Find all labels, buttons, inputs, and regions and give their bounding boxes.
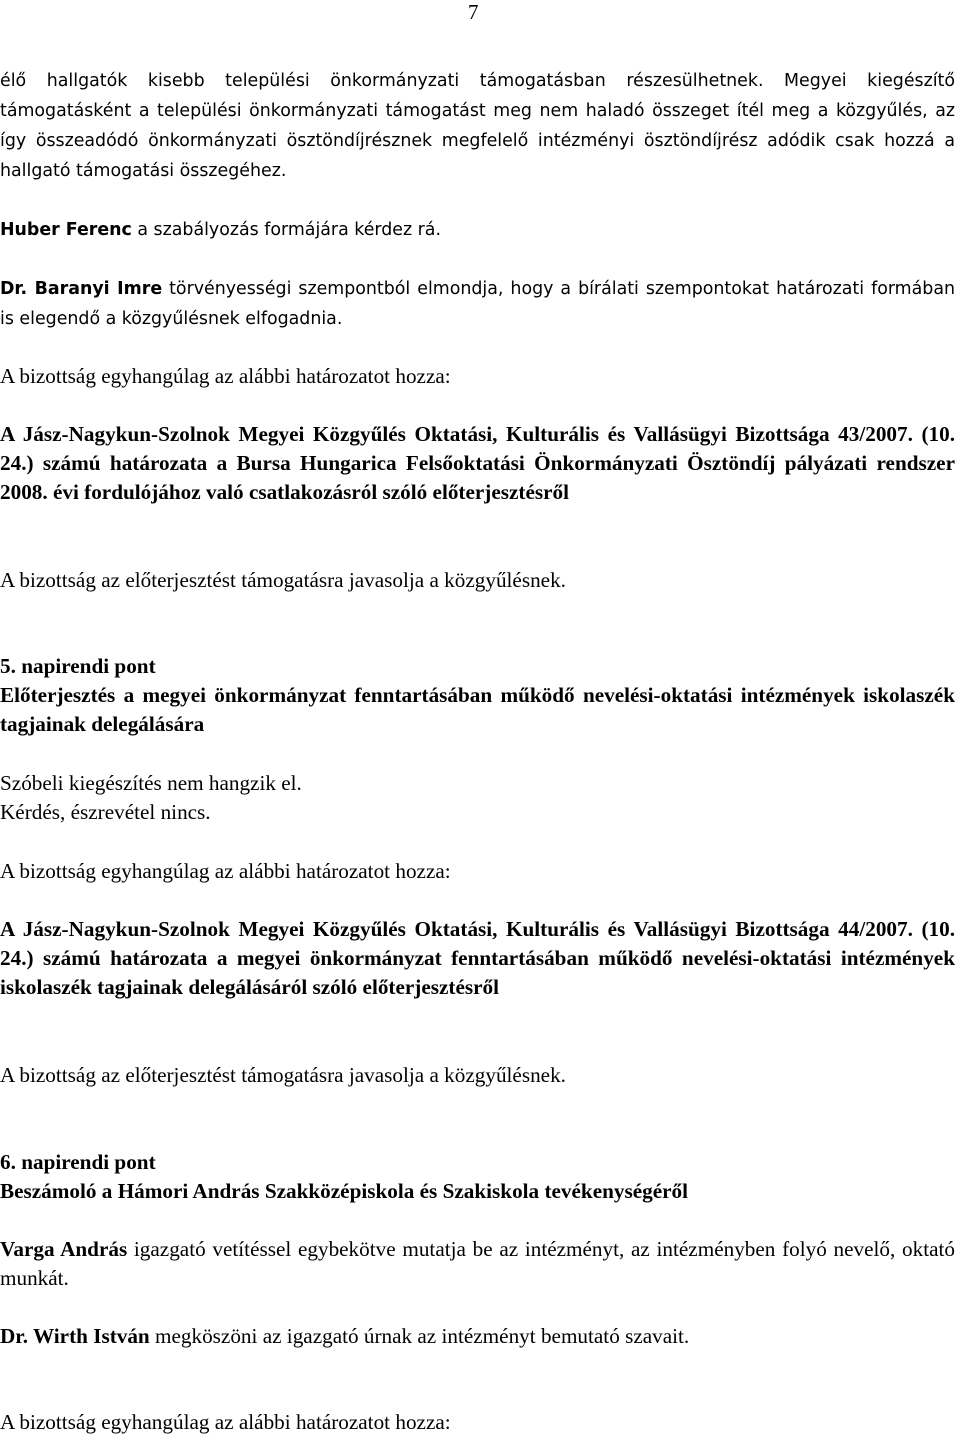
paragraph-scholarship-support: élő hallgatók kisebb települési önkormányzati támogatásban részesülhetnek. Megyei kiegészítő támogatásként a települési önkormányzati támogatást meg nem haladó összeget ítél meg a közgyűlés, az így összeadódó önkormányzati ösztöndíjrésznek megfelelő intézményi ösztöndíjrész adódik csak hozzá a hallgató támogatási összegéhez. [0,71,955,181]
paragraph-resolution-intro: A bizottság egyhangúlag az alábbi határozatot hozza: [0,364,451,388]
resolution-43-2007-title: A Jász-Nagykun-Szolnok Megyei Közgyűlés Oktatási, Kulturális és Vallásügyi Bizottsága 43/2007. (10. 24.) számú határozata a Bursa Hungarica Felsőoktatási Önkormányzati Ösztöndíj pályázati rendszer 2008. évi fordulójához való csatlakozásról szóló előterjesztésről [0,422,955,504]
paragraph-baranyi-opinion [0,274,955,334]
agenda-item-5-title: Előterjesztés a megyei önkormányzat fenntartásában működő nevelési-oktatási intézmények iskolaszék tagjainak delegálására [0,683,955,736]
speaker-name: Dr. Baranyi Imre [0,279,163,299]
paragraph-committee-recommendation: A bizottság az előterjesztést támogatásra javasolja a közgyűlésnek. [0,568,566,592]
page-number: 7 [468,0,479,24]
speaker-name: Varga András [0,1237,128,1261]
paragraph-text: törvényességi szempontból elmondja, hogy a bírálati szempontokat határozati formában is elegendő a közgyűlésnek elfogadnia. [0,279,955,329]
paragraph-committee-recommendation: A bizottság az előterjesztést támogatásra javasolja a közgyűlésnek. [0,1063,566,1087]
paragraph-resolution-intro: A bizottság egyhangúlag az alábbi határozatot hozza: [0,1410,451,1434]
paragraph-line: Kérdés, észrevétel nincs. [0,800,211,824]
paragraph-text: megköszöni az igazgató úrnak az intézményt bemutató szavait. [149,1324,690,1348]
paragraph-resolution-intro: A bizottság egyhangúlag az alábbi határozatot hozza: [0,859,451,883]
paragraph-text: a szabályozás formájára kérdez rá. [131,220,441,240]
paragraph-no-supplement [0,769,955,827]
agenda-item-6-title: Beszámoló a Hámori András Szakközépiskola és Szakiskola tevékenységéről [0,1179,689,1203]
resolution-44-2007-title: A Jász-Nagykun-Szolnok Megyei Közgyűlés Oktatási, Kulturális és Vallásügyi Bizottsága 44/2007. (10. 24.) számú határozata a megyei önkormányzat fenntartásában működő nevelési-oktatási intézmények iskolaszék tagjainak delegálásáról szóló előterjesztésről [0,917,955,999]
paragraph-text: igazgató vetítéssel egybekötve mutatja be az intézményt, az intézményben folyó nevelő, oktató munkát. [0,1237,955,1290]
agenda-item-5-heading: 5. napirendi pont [0,654,156,678]
paragraph-huber-question [0,215,955,245]
speaker-name: Huber Ferenc [0,220,132,240]
paragraph-line: Szóbeli kiegészítés nem hangzik el. [0,771,302,795]
agenda-item-6-heading: 6. napirendi pont [0,1150,156,1174]
speaker-name: Dr. Wirth István [0,1324,150,1348]
paragraph-wirth-thanks [0,1322,955,1351]
paragraph-varga-presentation [0,1235,955,1293]
